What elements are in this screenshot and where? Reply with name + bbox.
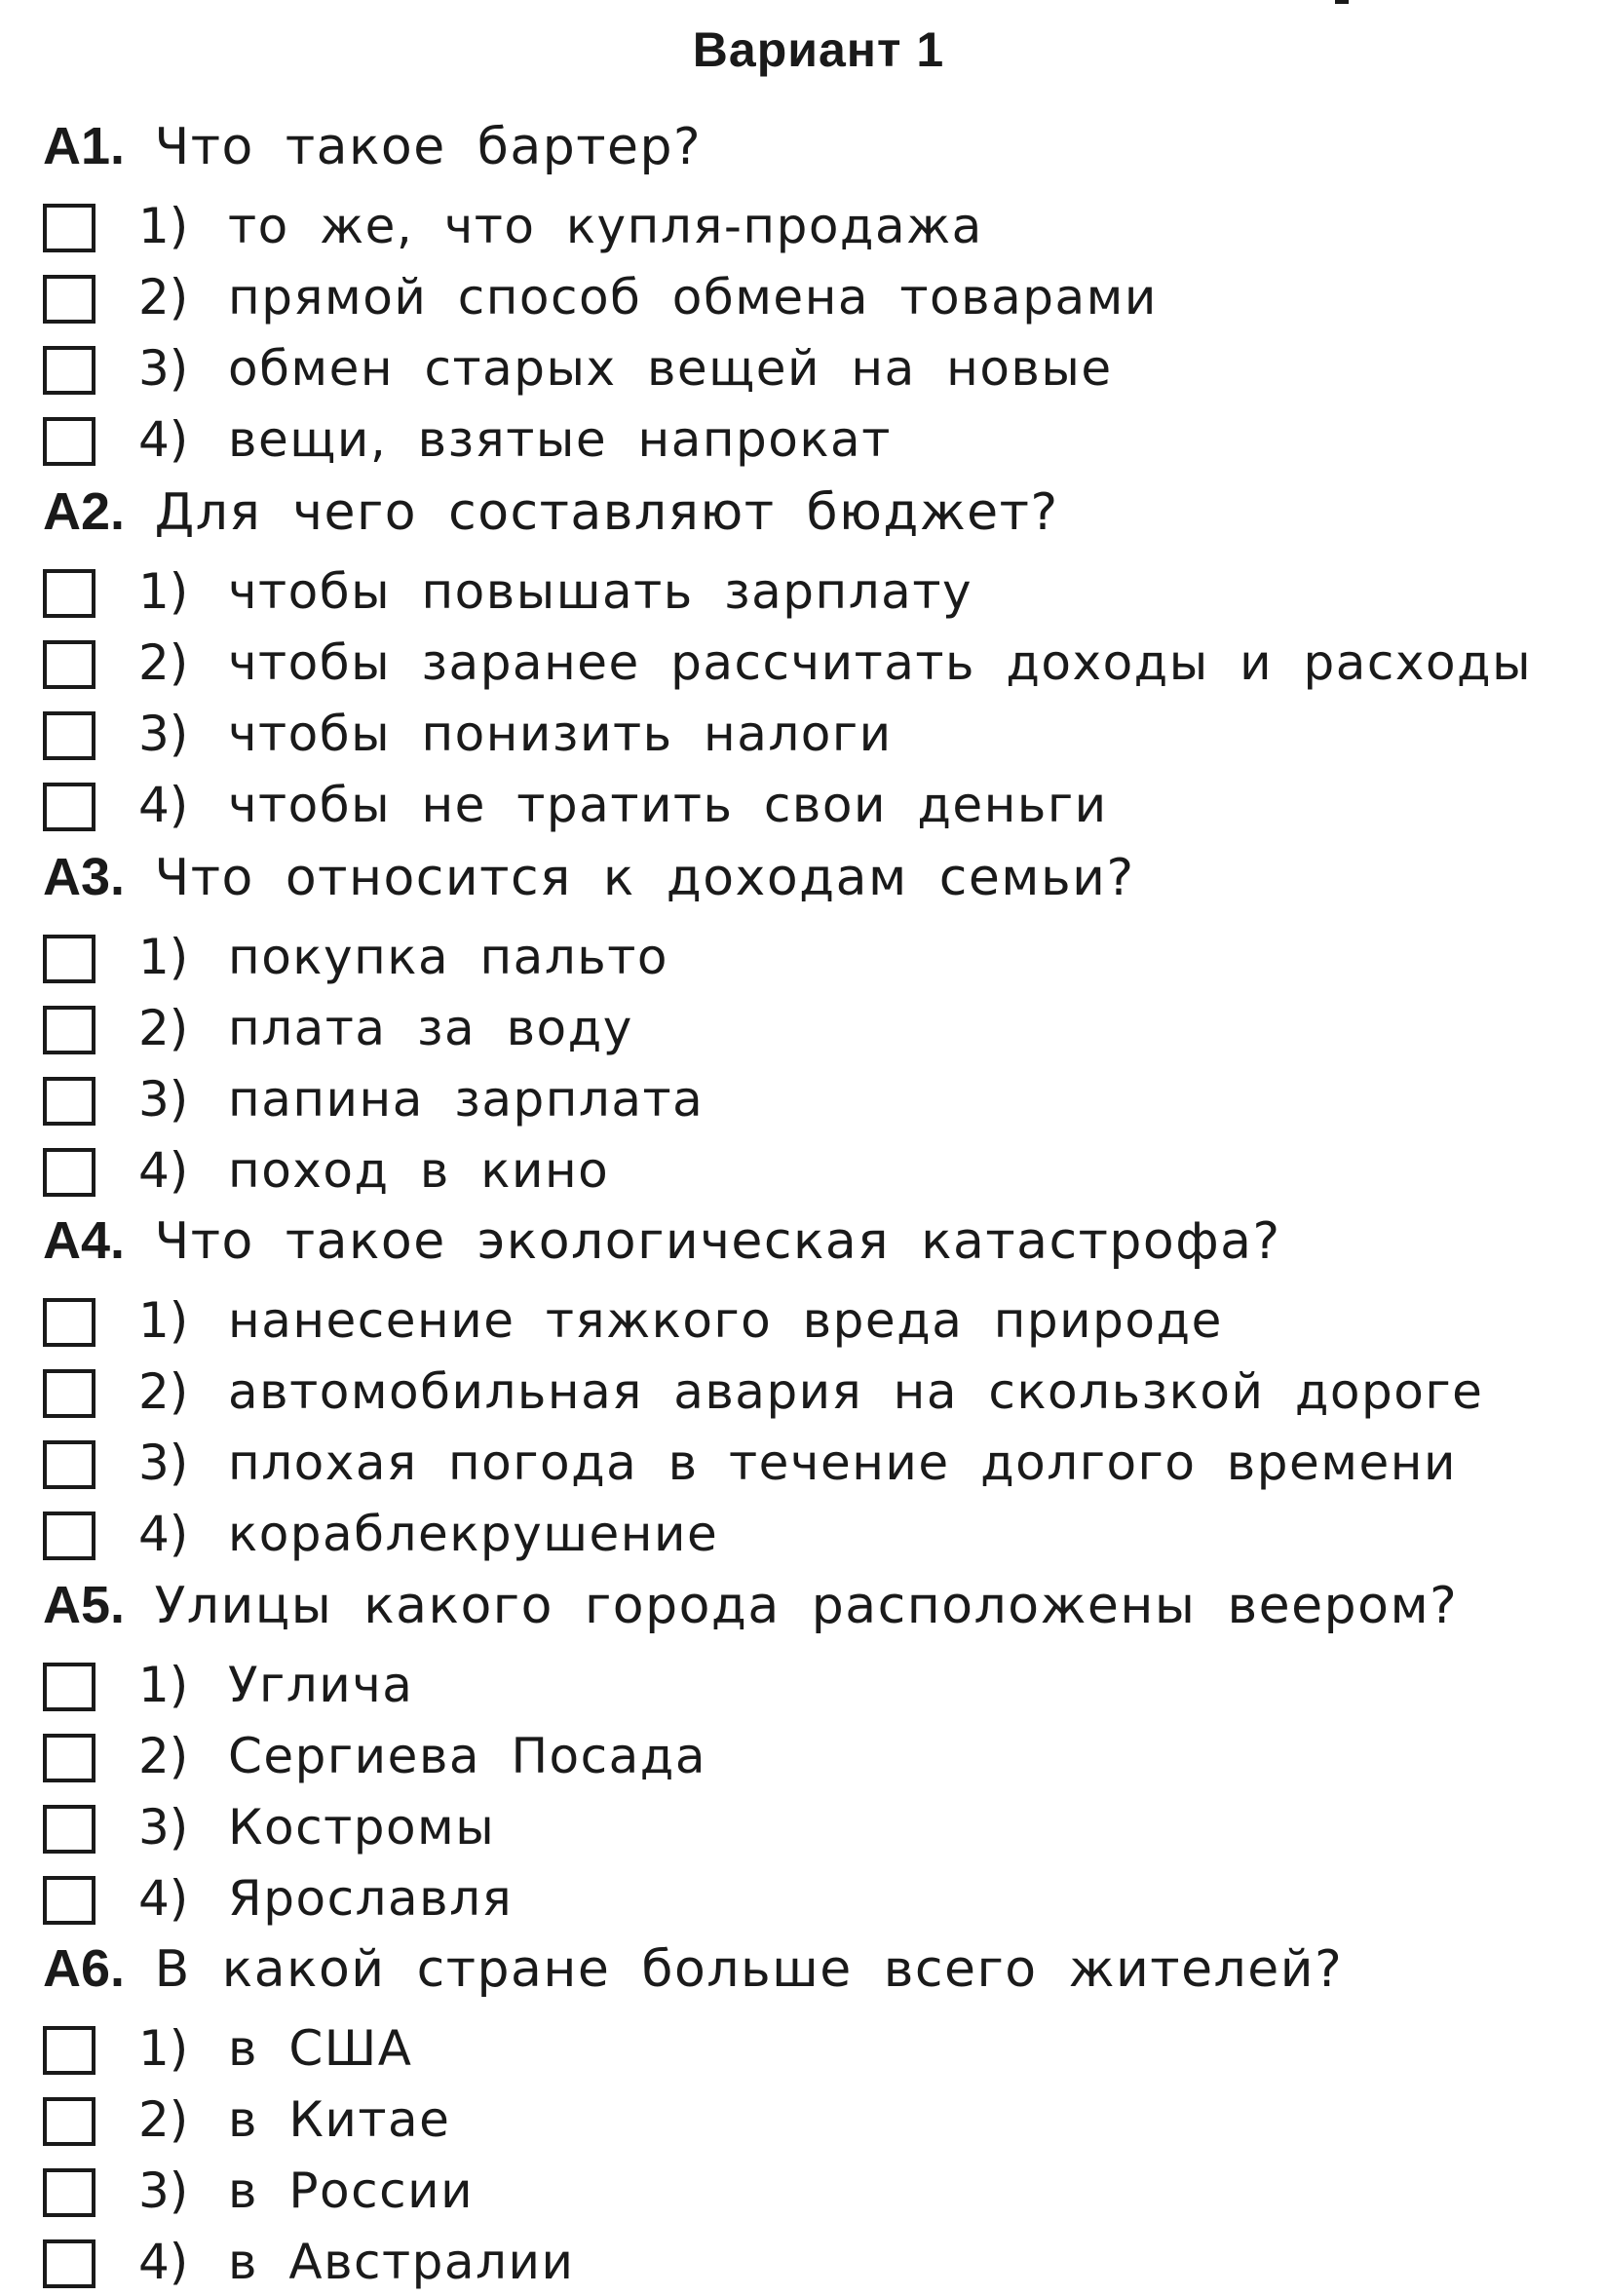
answer-checkbox[interactable] <box>43 1663 95 1711</box>
option-number: 3) <box>138 2162 189 2219</box>
page-title: Вариант 1 <box>692 22 945 77</box>
option-text: чтобы заранее рассчитать доходы и расходы <box>228 634 1533 691</box>
option-number: 1) <box>138 2020 189 2077</box>
option-number: 4) <box>138 777 189 833</box>
option-text: папина зарплата <box>228 1071 705 1128</box>
question-text: Для чего составляют бюджет? <box>154 483 1059 542</box>
option-number: 1) <box>138 198 189 254</box>
answer-checkbox[interactable] <box>43 569 95 618</box>
question-number: А4. <box>43 1211 126 1270</box>
option-number: 4) <box>138 1870 189 1927</box>
option-number: 4) <box>138 411 189 468</box>
answer-checkbox[interactable] <box>43 2026 95 2075</box>
option-text: в России <box>228 2162 475 2219</box>
option-text: прямой способ обмена товарами <box>228 269 1158 325</box>
option-text: Ярославля <box>228 1870 514 1927</box>
option-text: Углича <box>228 1657 414 1713</box>
option-number: 1) <box>138 563 189 620</box>
option-number: 2) <box>138 1728 189 1784</box>
option-text: автомобильная авария на скользкой дороге <box>228 1363 1484 1420</box>
answer-checkbox[interactable] <box>43 1440 95 1489</box>
option-text: нанесение тяжкого вреда природе <box>228 1292 1223 1349</box>
answer-checkbox[interactable] <box>43 1512 95 1560</box>
option-text: вещи, взятые напрокат <box>228 411 892 468</box>
option-number: 2) <box>138 269 189 325</box>
option-text: плата за воду <box>228 1000 633 1056</box>
question-heading <box>43 848 1135 907</box>
answer-checkbox[interactable] <box>43 1734 95 1782</box>
option-text: в Австралии <box>228 2234 575 2290</box>
question-heading <box>43 482 1059 542</box>
option-number: 3) <box>138 1799 189 1856</box>
question-heading <box>43 1211 1281 1271</box>
option-text: чтобы повышать зарплату <box>228 563 973 620</box>
option-number: 3) <box>138 706 189 762</box>
answer-checkbox[interactable] <box>43 1077 95 1126</box>
option-number: 2) <box>138 1363 189 1420</box>
answer-checkbox[interactable] <box>43 2097 95 2146</box>
answer-checkbox[interactable] <box>43 1369 95 1418</box>
answer-checkbox[interactable] <box>43 2239 95 2288</box>
answer-checkbox[interactable] <box>43 2168 95 2217</box>
option-text: Костромы <box>228 1799 496 1856</box>
question-text: Что относится к доходам семьи? <box>154 849 1135 907</box>
option-text: то же, что купля-продажа <box>228 198 983 254</box>
answer-checkbox[interactable] <box>43 1006 95 1054</box>
option-text: покупка пальто <box>228 929 668 985</box>
option-number: 4) <box>138 2234 189 2290</box>
question-text: Улицы какого города расположены веером? <box>154 1577 1459 1635</box>
option-number: 2) <box>138 1000 189 1056</box>
option-number: 3) <box>138 340 189 397</box>
question-heading <box>43 117 702 176</box>
option-number: 2) <box>138 2091 189 2148</box>
answer-checkbox[interactable] <box>43 1148 95 1197</box>
option-number: 1) <box>138 1292 189 1349</box>
answer-checkbox[interactable] <box>43 204 95 252</box>
option-text: Сергиева Посада <box>228 1728 706 1784</box>
option-text: обмен старых вещей на новые <box>228 340 1113 397</box>
answer-checkbox[interactable] <box>43 1876 95 1925</box>
option-number: 1) <box>138 1657 189 1713</box>
option-text: плохая погода в течение долгого времени <box>228 1435 1457 1491</box>
option-text: в Китае <box>228 2091 451 2148</box>
option-text: чтобы не тратить свои деньги <box>228 777 1108 833</box>
question-number: А2. <box>43 482 126 541</box>
answer-checkbox[interactable] <box>43 1298 95 1347</box>
answer-checkbox[interactable] <box>43 417 95 466</box>
question-text: Что такое экологическая катастрофа? <box>154 1212 1281 1271</box>
question-number: А5. <box>43 1576 126 1634</box>
option-number: 1) <box>138 929 189 985</box>
option-text: кораблекрушение <box>228 1506 719 1562</box>
answer-checkbox[interactable] <box>43 935 95 983</box>
option-number: 2) <box>138 634 189 691</box>
answer-checkbox[interactable] <box>43 275 95 324</box>
option-number: 4) <box>138 1142 189 1199</box>
question-heading <box>43 1576 1458 1635</box>
option-text: в США <box>228 2020 413 2077</box>
question-heading <box>43 1939 1343 1999</box>
answer-checkbox[interactable] <box>43 1805 95 1854</box>
question-number: А6. <box>43 1939 126 1998</box>
option-number: 3) <box>138 1435 189 1491</box>
question-text: Что такое бартер? <box>154 118 703 176</box>
question-number: А1. <box>43 117 126 175</box>
option-number: 3) <box>138 1071 189 1128</box>
answer-checkbox[interactable] <box>43 640 95 689</box>
answer-checkbox[interactable] <box>43 783 95 831</box>
corner-mark <box>1335 0 1349 4</box>
question-text: В какой стране больше всего жителей? <box>154 1940 1344 1999</box>
answer-checkbox[interactable] <box>43 711 95 760</box>
option-number: 4) <box>138 1506 189 1562</box>
question-number: А3. <box>43 848 126 906</box>
answer-checkbox[interactable] <box>43 346 95 395</box>
option-text: поход в кино <box>228 1142 610 1199</box>
option-text: чтобы понизить налоги <box>228 706 893 762</box>
